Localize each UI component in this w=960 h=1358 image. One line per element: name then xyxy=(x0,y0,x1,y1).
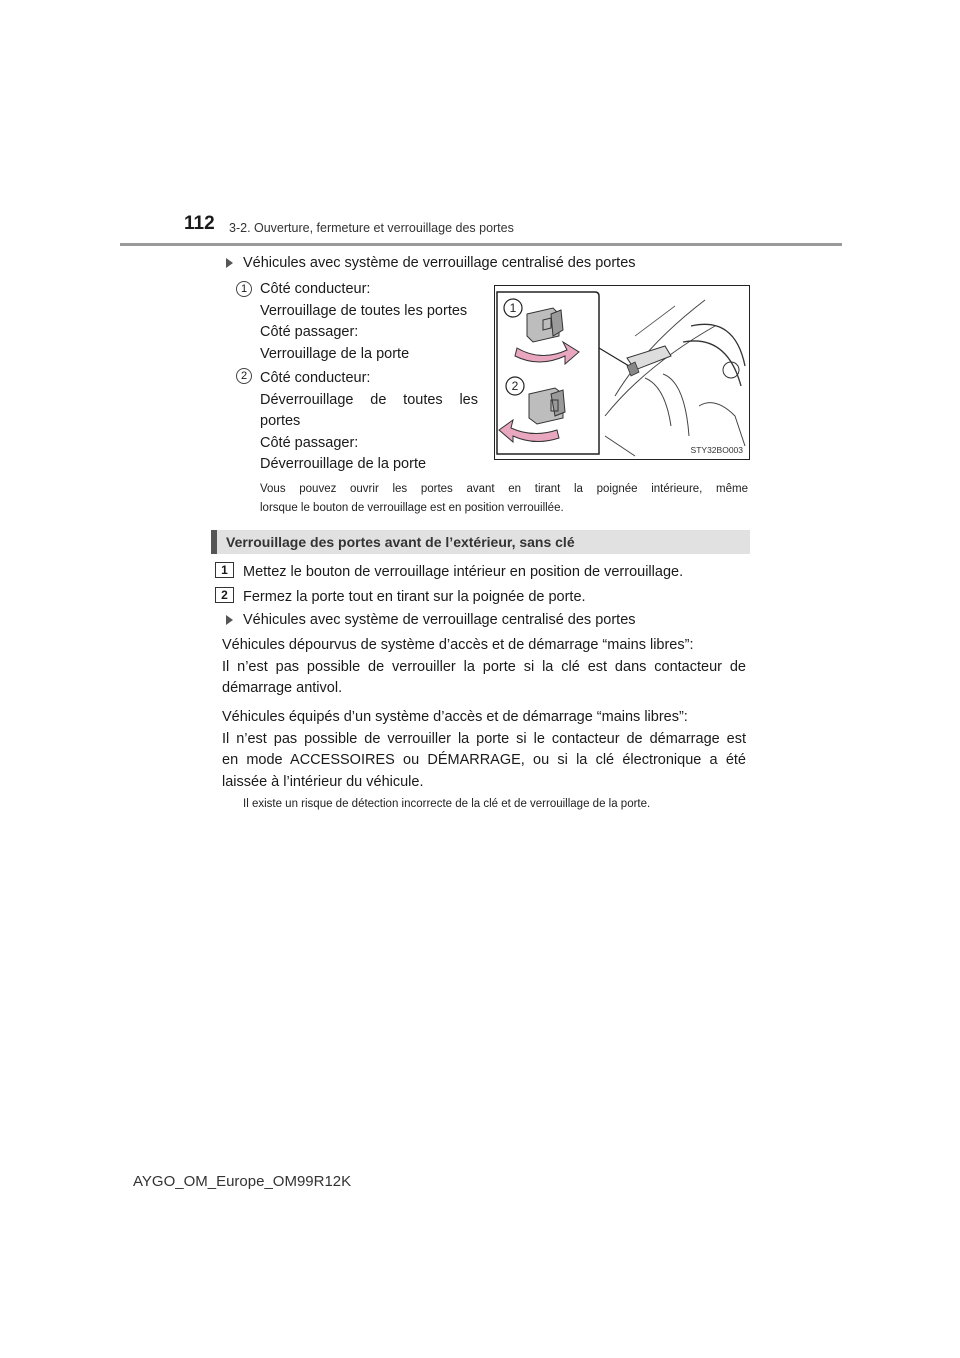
unlock-description xyxy=(260,368,478,476)
step-number-2: 2 xyxy=(215,587,234,603)
callout-1: 1 xyxy=(509,301,517,315)
note-text xyxy=(260,480,748,518)
vehicle-type-heading-text: Véhicules avec système de verrouillage centralisé des portes xyxy=(243,255,636,271)
lock-line: Côté passager: xyxy=(260,324,359,340)
header-rule xyxy=(120,243,842,246)
step-number-1: 1 xyxy=(215,562,234,578)
document-id: AYGO_OM_Europe_OM99R12K xyxy=(133,1173,352,1190)
paragraph-line: en mode ACCESSOIRES ou DÉMARRAGE, ou si la clé électronique a été xyxy=(222,752,746,768)
lock-line: Verrouillage de toutes les portes xyxy=(260,302,468,319)
section-title: 3-2. Ouverture, fermeture et verrouillage des portes xyxy=(229,221,514,235)
triangle-bullet-icon xyxy=(226,258,233,268)
page-number: 112 xyxy=(184,213,215,234)
warning-note: Il existe un risque de détection incorrecte de la clé et de verrouillage de la porte. xyxy=(243,798,651,810)
unlock-line: Déverrouillage de toutes les xyxy=(260,391,478,408)
lock-line: Côté conducteur: xyxy=(260,281,371,297)
unlock-line: Déverrouillage de la porte xyxy=(260,456,427,472)
unlock-line: Côté conducteur: xyxy=(260,370,371,386)
lock-description xyxy=(260,279,478,365)
unlock-line: Côté passager: xyxy=(260,434,359,451)
triangle-bullet-icon xyxy=(226,615,233,625)
paragraph-line: Véhicules équipés d’un système d’accès et de démarrage “mains libres”: xyxy=(222,709,688,725)
step-1-text: Mettez le bouton de verrouillage intérieur en position de verrouillage. xyxy=(243,564,684,580)
paragraph-line: démarrage antivol. xyxy=(222,680,343,696)
note-line: lorsque le bouton de verrouillage est en position verrouillée. xyxy=(260,502,564,514)
vehicle-type-heading-2 xyxy=(226,612,636,628)
item-number-2: 2 xyxy=(236,368,252,384)
paragraph-line: Il n’est pas possible de verrouiller la porte si la clé est dans contacteur de xyxy=(222,658,746,675)
unlock-line: portes xyxy=(260,413,301,429)
figure-code: STY32BO003 xyxy=(690,445,743,455)
paragraph-line: laissée à l’intérieur du véhicule. xyxy=(222,773,424,790)
section-heading-bar: Verrouillage des portes avant de l’extérieur, sans clé xyxy=(211,530,750,554)
door-lock-switch-illustration xyxy=(494,285,750,460)
step-2-text: Fermez la porte tout en tirant sur la poignée de porte. xyxy=(243,589,586,605)
keyless-absent-paragraph xyxy=(222,635,746,700)
item-number-1: 1 xyxy=(236,281,252,297)
note-line: Vous pouvez ouvrir les portes avant en tirant la poignée intérieure, même xyxy=(260,483,748,495)
illustration-drawing xyxy=(495,286,748,458)
paragraph-line: Il n’est pas possible de verrouiller la porte si le contacteur de démarrage est xyxy=(222,730,746,747)
paragraph-line: Véhicules dépourvus de système d’accès et de démarrage “mains libres”: xyxy=(222,637,694,653)
vehicle-type-heading xyxy=(226,255,636,271)
vehicle-type-heading-2-text: Véhicules avec système de verrouillage centralisé des portes xyxy=(243,612,636,628)
keyless-equipped-paragraph xyxy=(222,707,746,793)
callout-2: 2 xyxy=(511,379,519,393)
lock-line: Verrouillage de la porte xyxy=(260,345,410,362)
